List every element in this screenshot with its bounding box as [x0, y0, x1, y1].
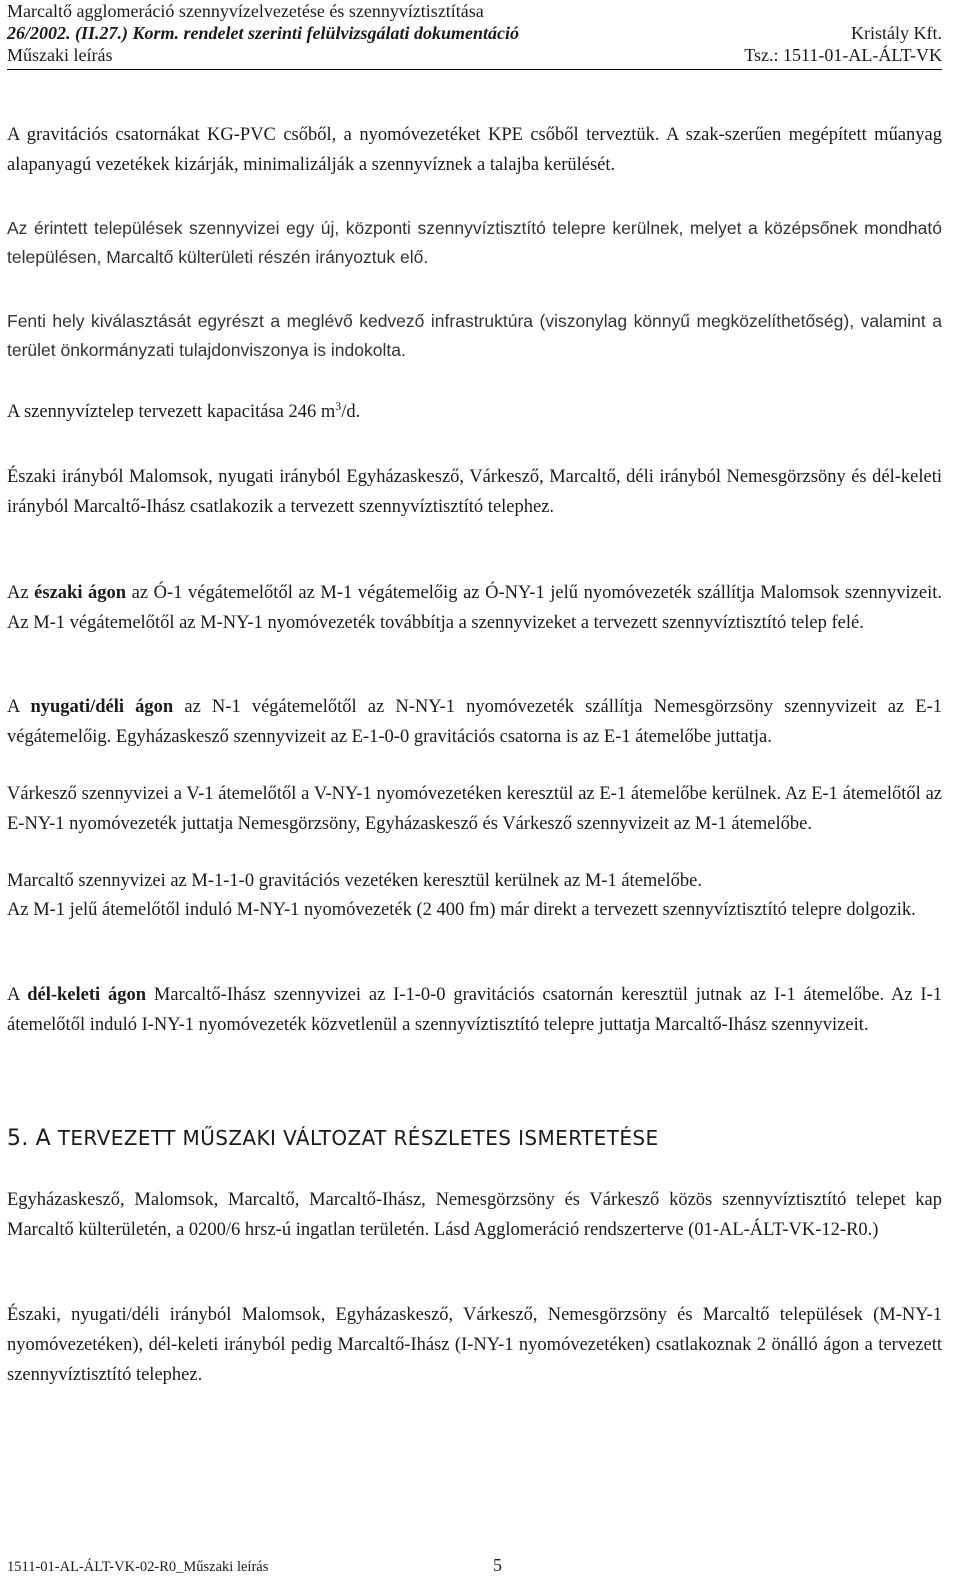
paragraph-central-plant: Az érintett települések szennyvizei egy új, központi szennyvíztisztító telepre kerülnek, melyet a középsőnek mondható településen, Marcaltő külterületi részén irányoztuk elő. — [7, 218, 942, 267]
section-title: TERVEZETT MŰSZAKI VÁLTOZAT RÉSZLETES ISMERTETÉSE — [57, 1126, 659, 1150]
header-reference: Tsz.: 1511-01-AL-ÁLT-VK — [744, 45, 942, 65]
page-header — [7, 0, 942, 66]
paragraph-pipe-materials: A gravitációs csatornákat KG-PVC csőből, a nyomóvezetéket KPE csőből terveztük. A szak-szerűen megépített műanyag alapanyagú vezetékek kizárják, minimalizálják a szennyvíznek a talajba kerülését. — [7, 125, 942, 175]
paragraph-western-southern-branch — [7, 692, 942, 752]
west-south-branch-pre: A — [7, 697, 31, 717]
west-south-branch-bold: nyugati/déli ágon — [30, 697, 174, 717]
paragraph-connections: Északi irányból Malomsok, nyugati irányból Egyházaskesző, Várkesző, Marcaltő, déli irányból Nemesgörzsöny és dél-keleti irányból Marcaltő-Ihász csatlakozik a tervezett szennyvíztisztító telephez. — [7, 467, 942, 517]
paragraph-varkeszo: Várkesző szennyvizei a V-1 átemelőtől a V-NY-1 nyomóvezetéken keresztül az E-1 átemelőbe kerülnek. Az E-1 átemelőtől az E-NY-1 nyomóvezeték juttatja Nemesgörzsöny, Egyházaskesző és Várkesző szennyvizeit az M-1 átemelőbe. — [7, 784, 942, 834]
header-divider — [7, 69, 942, 70]
section-heading — [7, 1126, 659, 1151]
paragraph-marcalto: Marcaltő szennyvizei az M-1-1-0 gravitációs vezetéken keresztül kerülnek az M-1 átemelőbe. — [7, 871, 702, 891]
page-footer — [7, 1555, 942, 1576]
section-number: 5. — [7, 1126, 29, 1151]
header-project-title: Marcaltő agglomeráció szennyvízelvezetése és szennyvíztisztítása — [7, 1, 484, 21]
header-company: Kristály Kft. — [851, 23, 942, 43]
page-number: 5 — [493, 1555, 502, 1575]
southeast-branch-post: Marcaltő-Ihász szennyvizei az I-1-0-0 gravitációs csatornán keresztül jutnak az I-1 átemelőbe. Az I-1 átemelőtől induló I-NY-1 nyomóvezeték közvetlenül a szennyvíztisztító telepre juttatja Marcaltő-Ihász szennyvizeit. — [7, 985, 943, 1035]
header-row-2 — [7, 22, 942, 44]
capacity-unit: /d. — [341, 402, 361, 422]
paragraph-site-selection: Fenti hely kiválasztását egyrészt a meglévő kedvező infrastruktúra (viszonylag könnyű megközelíthetőség), valamint a terület önkormányzati tulajdonviszonya is indokolta. — [7, 311, 942, 360]
paragraph-common-plant: Egyházaskesző, Malomsok, Marcaltő, Marcaltő-Ihász, Nemesgörzsöny és Várkesző közös szennyvíztisztító telepet kap Marcaltő külterületén, a 0200/6 hrsz-ú ingatlan területén. Lásd Agglomeráció rendszerterve (01-AL-ÁLT-VK-12-R0.) — [7, 1190, 942, 1240]
header-document-type: 26/2002. (II.27.) Korm. rendelet szerinti felülvizsgálati dokumentáció — [7, 23, 520, 43]
paragraph-northern-branch — [7, 578, 942, 638]
southeast-branch-bold: dél-keleti ágon — [27, 985, 147, 1005]
header-section: Műszaki leírás — [7, 45, 113, 65]
northern-branch-bold: északi ágon — [34, 583, 127, 603]
header-row-3 — [7, 44, 942, 66]
capacity-superscript: 3 — [335, 399, 342, 413]
northern-branch-post: az Ó-1 végátemelőtől az M-1 végátemelőig az Ó-NY-1 jelű nyomóvezeték szállítja Malomsok szennyvizeit. Az M-1 végátemelőtől az M-NY-1 nyomóvezeték továbbítja a szennyvizeket a tervezett szennyvíztisztító telep felé. — [7, 583, 943, 633]
capacity-text: A szennyvíztelep tervezett kapacitása 246 m — [7, 402, 336, 422]
paragraph-capacity — [7, 397, 942, 427]
header-row-1 — [7, 0, 942, 22]
northern-branch-pre: Az — [7, 583, 35, 603]
paragraph-m-ny-1: Az M-1 jelű átemelőtől induló M-NY-1 nyomóvezeték (2 400 fm) már direkt a tervezett szennyvíztisztító telepre dolgozik. — [7, 900, 916, 920]
paragraph-southeastern-branch — [7, 980, 942, 1040]
paragraph-two-branches: Északi, nyugati/déli irányból Malomsok, Egyházaskesző, Várkesző, Nemesgörzsöny és Marcaltő települések (M-NY-1 nyomóvezetéken), dél-keleti irányból pedig Marcaltő-Ihász (I-NY-1 nyomóvezetéken) csatlakoznak 2 önálló ágon a tervezett szennyvíztisztító telephez. — [7, 1305, 942, 1385]
section-title-first: A — [35, 1126, 52, 1151]
footer-file-name: 1511-01-AL-ÁLT-VK-02-R0_Műszaki leírás — [7, 1559, 269, 1575]
west-south-branch-post: az N-1 végátemelőtől az N-NY-1 nyomóvezeték szállítja Nemesgörzsöny szennyvizeit az E-1 végátemelőig. Egyházaskesző szennyvizeit az E-1-0-0 gravitációs csatorna is az E-1 átemelőbe juttatja. — [7, 697, 942, 747]
southeast-branch-pre: A — [7, 985, 28, 1005]
